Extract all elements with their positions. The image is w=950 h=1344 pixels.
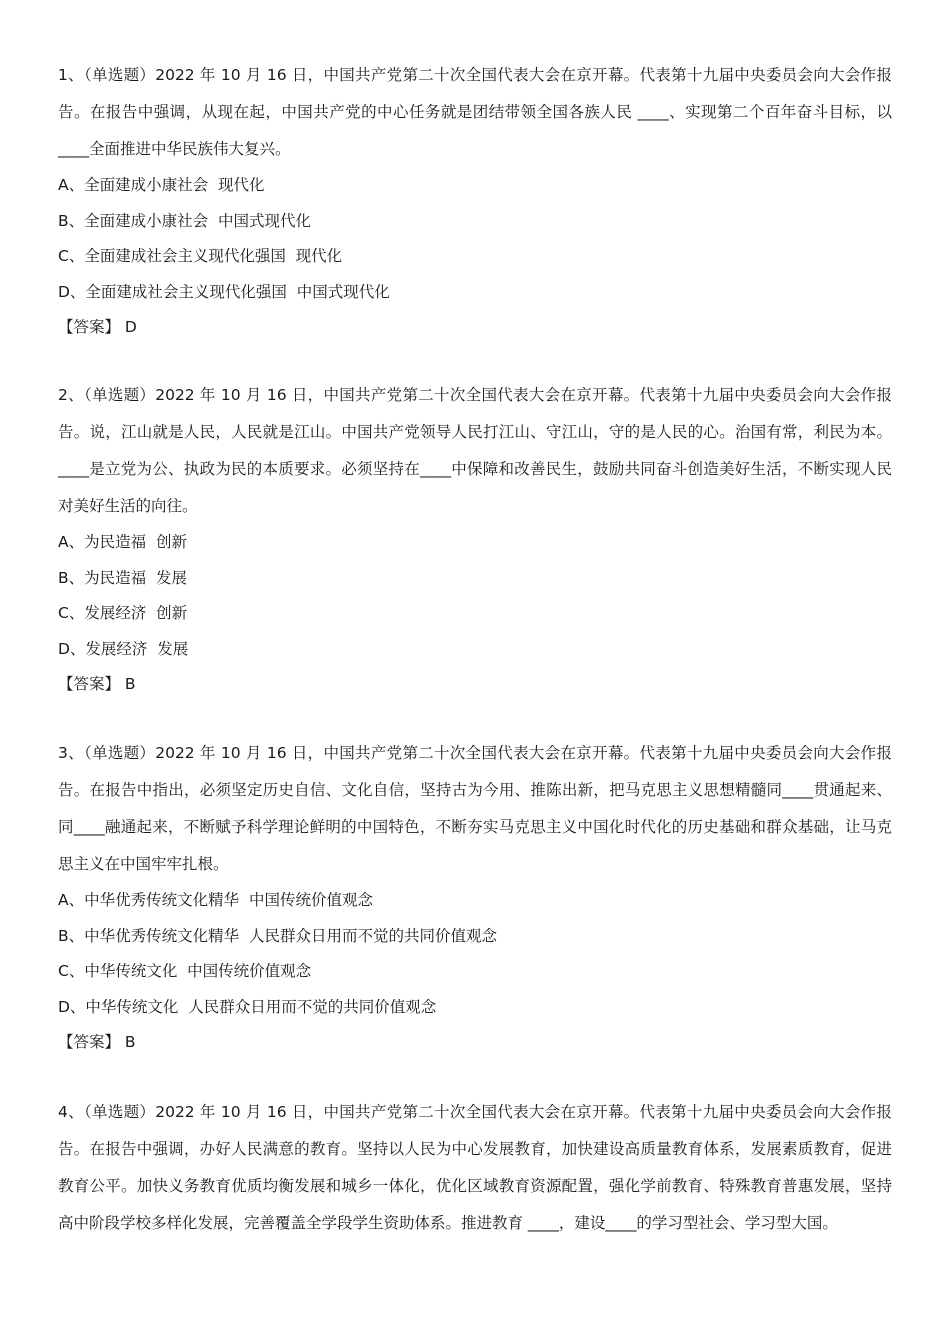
- answer-line: 【答案】 B: [58, 1033, 136, 1051]
- question-stem: 2、（单选题）2022 年 10 月 16 日，中国共产党第二十次全国代表大会在京开幕。代表第十九届中央委员会向大会作报告。说，江山就是人民，人民就是江山。中国共产党领导人民打江山、守江山，守的是人民的心。治国有常，利民为本。____是立党为公、执政为民的本质要求。必须坚持在____中保障和改善民生，鼓励共同奋斗创造美好生活，不断实现人民对美好生活的向往。: [58, 386, 892, 515]
- option-a: A、为民造福 创新: [58, 533, 187, 551]
- answer-line: 【答案】 B: [58, 675, 136, 693]
- option-b: B、为民造福 发展: [58, 568, 187, 587]
- option-b: B、中华优秀传统文化精华 人民群众日用而不觉的共同价值观念: [58, 926, 497, 945]
- question-4: [58, 1094, 892, 1242]
- question-stem: 1、（单选题）2022 年 10 月 16 日，中国共产党第二十次全国代表大会在京开幕。代表第十九届中央委员会向大会作报告。在报告中强调，从现在起，中国共产党的中心任务就是团结带领全国各族人民 ____、实现第二个百年奋斗目标，以____全面推进中华民族伟大复兴。: [58, 66, 892, 158]
- option-d: D、全面建成社会主义现代化强国 中国式现代化: [58, 282, 390, 301]
- option-c: C、中华传统文化 中国传统价值观念: [58, 962, 312, 980]
- option-b: B、全面建成小康社会 中国式现代化: [58, 211, 311, 230]
- option-c: C、发展经济 创新: [58, 604, 188, 622]
- question-2: [58, 377, 892, 703]
- option-a: A、中华优秀传统文化精华 中国传统价值观念: [58, 891, 373, 909]
- option-d: D、中华传统文化 人民群众日用而不觉的共同价值观念: [58, 997, 437, 1016]
- option-c: C、全面建成社会主义现代化强国 现代化: [58, 247, 343, 265]
- option-a: A、全面建成小康社会 现代化: [58, 176, 265, 194]
- question-stem: 3、（单选题）2022 年 10 月 16 日，中国共产党第二十次全国代表大会在京开幕。代表第十九届中央委员会向大会作报告。在报告中指出，必须坚定历史自信、文化自信，坚持古为今用、推陈出新，把马克思主义思想精髓同____贯通起来、同____融通起来，不断赋予科学理论鲜明的中国特色，不断夯实马克思主义中国化时代化的历史基础和群众基础，让马克思主义在中国牢牢扎根。: [58, 744, 892, 873]
- question-stem: 4、（单选题）2022 年 10 月 16 日，中国共产党第二十次全国代表大会在京开幕。代表第十九届中央委员会向大会作报告。在报告中强调，办好人民满意的教育。坚持以人民为中心发展教育，加快建设高质量教育体系，发展素质教育，促进教育公平。加快义务教育优质均衡发展和城乡一体化，优化区域教育资源配置，强化学前教育、特殊教育普惠发展，坚持高中阶段学校多样化发展，完善覆盖全学段学生资助体系。推进教育 ____，建设____的学习型社会、学习型大国。: [58, 1103, 892, 1232]
- option-d: D、发展经济 发展: [58, 639, 189, 658]
- question-3: [58, 735, 892, 1061]
- question-1: [58, 57, 892, 346]
- answer-line: 【答案】 D: [58, 318, 137, 336]
